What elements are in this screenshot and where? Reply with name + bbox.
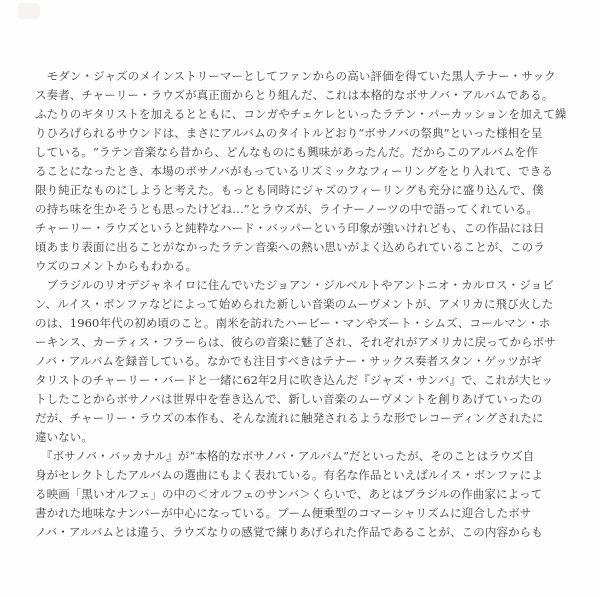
text-line: ーキンス、カーティス・フラーらは、彼らの音楽に魅了され、それぞれがアメリカに戻ってからボサ [35, 335, 556, 349]
text-line: 『ボサノバ・バッカナル』が“本格的なボサノバ・アルバム”だといったが、そのことはラウズ自 [35, 449, 535, 463]
text-line: 身がセレクトしたアルバムの選曲にもよく表れている。有名な作品といえばルイス・ボンファによ [35, 468, 543, 482]
text-line: している。“ラテン音楽なら昔から、どんなものにも興味があったんだ。だからこのアルバムを作 [35, 145, 538, 159]
text-line: 限り純正なものにしようと考えた。もっとも同時にジャズのフィーリングも充分に盛り込んで、僕 [35, 183, 544, 197]
text-line: トしたことからボサノバは世界中を巻き込んで、新しい音楽のムーヴメントを創りあげていったの [35, 392, 543, 406]
text-line: ふたりのギタリストを加えるとともに、コンガやチェケレといったラテン・パーカッションを加えて繰 [35, 107, 567, 121]
text-line: ノバ・アルバムを録音している。なかでも注目すべきはテナー・サックス奏者スタン・ゲッツがギ [35, 354, 543, 368]
text-line: ノバ・アルバムとは違う、ラウズなりの感覚で練りあげられた作品であることが、この内容からも [35, 525, 543, 539]
text-line: りひろげられるサウンドは、まさにアルバムのタイトルどおり“ボサノバの祭典”といった様相を呈 [35, 126, 543, 140]
text-line: だが、チャーリー・ラウズの本作も、そんな流れに触発されるような形でレコーディングされたに [35, 411, 544, 425]
text-line: る映画「黒いオルフェ」の中の＜オルフェのサンバ＞くらいで、あとはブラジルの作曲家によって [35, 487, 543, 501]
liner-notes-text [35, 67, 571, 542]
text-line: タリストのチャーリー・バードと一緒に62年2月に吹き込んだ『ジャズ・サンバ』で、これが大ヒッ [35, 373, 554, 387]
text-line: チャーリー・ラウズというと純粋なハード・バッパーという印象が強いけれども、この作品には日 [35, 221, 545, 235]
text-line: 違いない。 [35, 430, 93, 444]
text-line: モダン・ジャズのメインストリーマーとしてファンからの高い評価を得ていた黒人テナー・サック [35, 69, 556, 83]
text-line: ス奏者、チャーリー・ラウズが真正面からとり組んだ、これは本格的なボサノバ・アルバムである。 [35, 88, 554, 102]
text-line: 書かれた地味なナンバーが中心になっている。ブーム便乗型のコマーシャリズムに迎合したボサ [35, 506, 532, 520]
text-line: のは、1960年代の初め頃のこと。南米を訪れたハービー・マンやズート・シムズ、コールマン・ホ [35, 316, 551, 330]
text-line: ブラジルのリオデジャネイロに住んでいたジョアン・ジルベルトやアントニオ・カルロス・ジョビ [35, 278, 554, 292]
scan-smudge [18, 3, 40, 19]
text-line: ることになったとき、本場のボサノバがもっているリズミックなフィーリングをとり入れて、できる [35, 164, 553, 178]
text-line: ウズのコメントからもわかる。 [35, 259, 198, 273]
text-line: ン、ルイス・ボンファなどによって始められた新しい音楽のムーヴメントが、アメリカに飛び火した [35, 297, 554, 311]
text-line: の持ち味を生かそうとも思ったけどね…”とラウズが、ライナーノーツの中で語ってくれている。 [35, 202, 539, 216]
text-line: 頃あまり表面に出ることがなかったラテン音楽への熱い思いがよく込められていることが、このラ [35, 240, 545, 254]
